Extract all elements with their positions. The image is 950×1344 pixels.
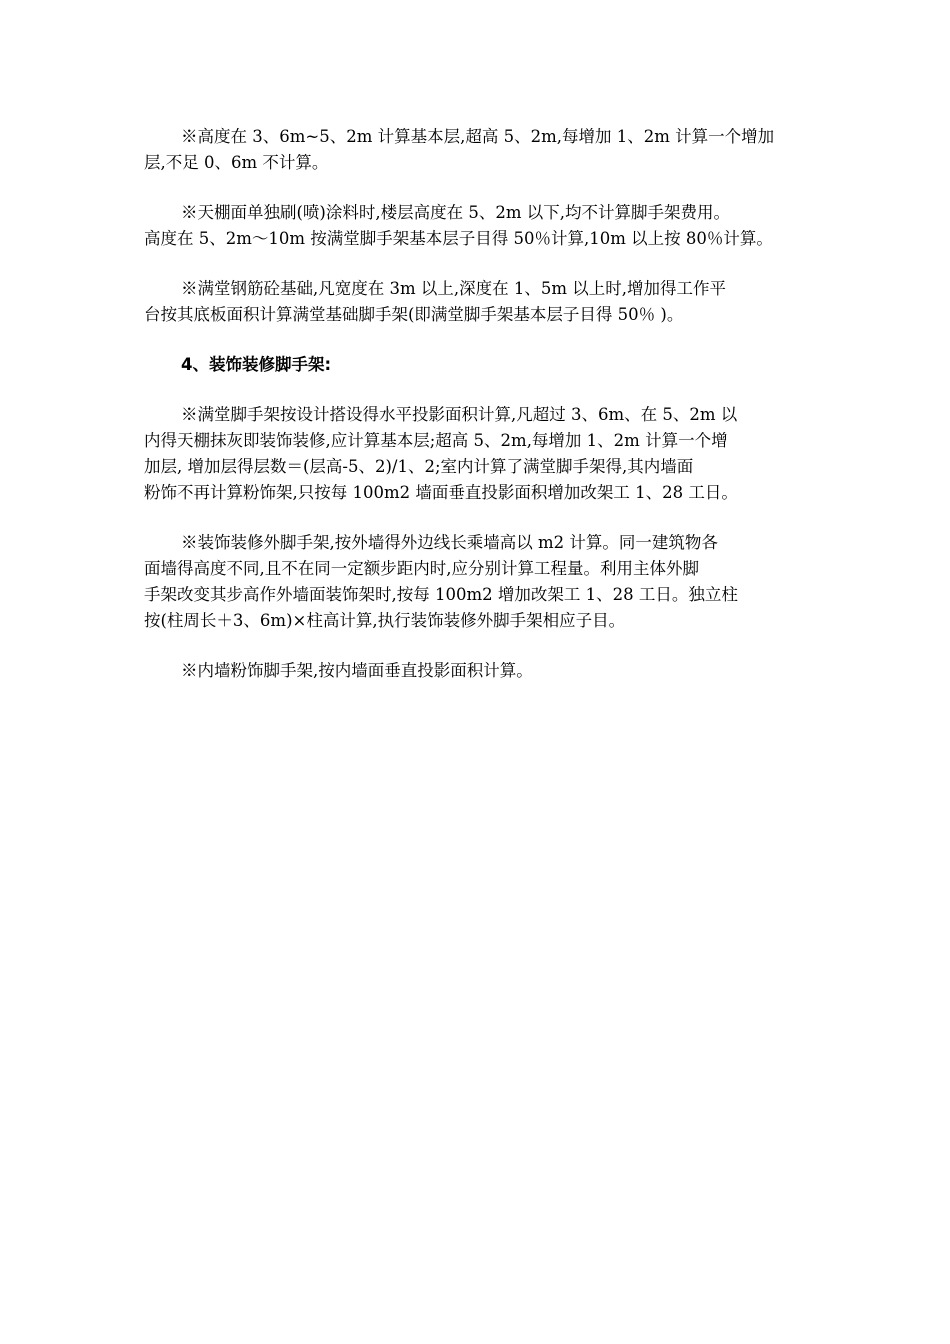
text-line: 高度在 5、2m～10m 按满堂脚手架基本层子目得 50％计算,10m 以上按 80％计算。 xyxy=(144,229,773,248)
paragraph-foundation-scaffold xyxy=(144,276,810,328)
text-line: 手架改变其步高作外墙面装饰架时,按每 100m2 增加改架工 1、28 工日。独立柱 xyxy=(144,585,738,604)
text-line: 台按其底板面积计算满堂基础脚手架(即满堂脚手架基本层子目得 50％ )。 xyxy=(144,305,684,324)
paragraph-interior-wall-scaffold xyxy=(144,658,810,684)
paragraph-basic-layer-height xyxy=(144,124,810,176)
text-line: ※满堂钢筋砼基础,凡宽度在 3m 以上,深度在 1、5m 以上时,增加得工作平 xyxy=(181,279,726,298)
text-line: ※天棚面单独刷(喷)涂料时,楼层高度在 5、2m 以下,均不计算脚手架费用。 xyxy=(181,203,730,222)
text-line: ※装饰装修外脚手架,按外墙得外边线长乘墙高以 m2 计算。同一建筑物各 xyxy=(181,533,718,552)
section-heading: 4、装饰装修脚手架: xyxy=(181,355,332,374)
text-line: ※高度在 3、6m~5、2m 计算基本层,超高 5、2m,每增加 1、2m 计算一个增加 xyxy=(181,127,775,146)
text-line: 层,不足 0、6m 不计算。 xyxy=(144,153,329,172)
text-line: 粉饰不再计算粉饰架,只按每 100m2 墙面垂直投影面积增加改架工 1、28 工日。 xyxy=(144,483,738,502)
text-line: ※满堂脚手架按设计搭设得水平投影面积计算,凡超过 3、6m、在 5、2m 以 xyxy=(181,405,738,424)
text-line: 面墙得高度不同,且不在同一定额步距内时,应分别计算工程量。利用主体外脚 xyxy=(144,559,699,578)
paragraph-exterior-scaffold xyxy=(144,530,810,634)
paragraph-ceiling-coating xyxy=(144,200,810,252)
text-line: 按(柱周长＋3、6m)×柱高计算,执行装饰装修外脚手架相应子目。 xyxy=(144,611,626,630)
paragraph-full-scaffold xyxy=(144,402,810,506)
document-page xyxy=(144,124,810,708)
text-line: 加层, 增加层得层数＝(层高-5、2)/1、2;室内计算了满堂脚手架得,其内墙面 xyxy=(144,457,694,476)
text-line: 内得天棚抹灰即装饰装修,应计算基本层;超高 5、2m,每增加 1、2m 计算一个增 xyxy=(144,431,728,450)
text-line: ※内墙粉饰脚手架,按内墙面垂直投影面积计算。 xyxy=(181,661,533,680)
